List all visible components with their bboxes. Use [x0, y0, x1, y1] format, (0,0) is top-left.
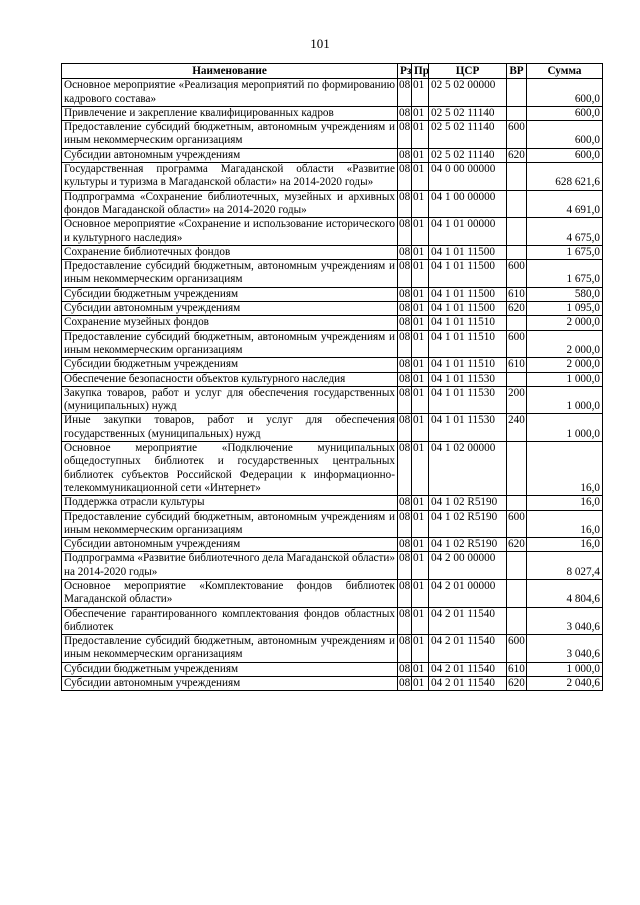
row-pr-cell: 01 [412, 635, 429, 663]
row-name-cell: Субсидии автономным учреждениям [62, 538, 398, 552]
row-rz-cell: 08 [399, 148, 411, 161]
table-row [62, 579, 603, 607]
row-csr-cell: 02 5 02 11140 [429, 106, 507, 120]
row-sum-cell: 3 040,6 [527, 607, 603, 635]
row-rz-cell: 08 [399, 358, 411, 371]
row-csr-cell: 04 1 02 R5190 [429, 510, 507, 538]
row-vr-cell [507, 163, 527, 191]
row-csr-cell: 04 1 02 R5190 [429, 538, 507, 552]
row-csr-cell: 04 1 01 11500 [429, 302, 507, 316]
row-csr-cell: 04 1 01 11500 [429, 287, 507, 301]
row-name-cell: Субсидии бюджетным учреждениям [62, 358, 398, 372]
table-row [62, 148, 603, 162]
row-sum-cell: 600,0 [527, 79, 603, 107]
row-name-cell: Обеспечение безопасности объектов культурного наследия [62, 372, 398, 386]
row-pr-cell: 01 [412, 218, 429, 246]
row-pr-cell: 01 [412, 538, 429, 552]
row-name-cell: Субсидии автономным учреждениям [62, 302, 398, 316]
row-rz-cell: 08 [398, 79, 412, 107]
row-name-cell: Субсидии автономным учреждениям [62, 677, 398, 691]
row-pr-cell: 01 [412, 163, 429, 191]
row-sum-cell: 600,0 [527, 106, 603, 120]
row-pr-cell: 01 [412, 607, 429, 635]
row-name-cell: Сохранение библиотечных фондов [62, 245, 398, 259]
row-vr-cell: 600 [507, 635, 527, 663]
table-row [62, 607, 603, 635]
row-csr-cell: 04 1 02 00000 [429, 442, 507, 496]
row-vr-cell [507, 579, 527, 607]
row-sum-cell: 1 000,0 [527, 414, 603, 442]
row-pr-cell: 01 [412, 442, 429, 496]
row-csr-cell: 04 1 01 11500 [429, 245, 507, 259]
row-sum-cell: 628 621,6 [527, 163, 603, 191]
row-sum-cell: 1 675,0 [527, 260, 603, 288]
row-name-cell: Закупка товаров, работ и услуг для обеспечения государственных (муниципальных) нужд [62, 386, 398, 414]
row-vr-cell: 610 [508, 358, 525, 371]
row-csr-cell: 04 1 01 00000 [429, 218, 507, 246]
row-name-cell: Обеспечение гарантированного комплектования фондов областных библиотек [62, 607, 398, 635]
row-rz-cell: 08 [399, 496, 411, 509]
row-rz-cell: 08 [398, 510, 412, 538]
row-vr-cell [507, 245, 527, 259]
row-name-cell: Предоставление субсидий бюджетным, автономным учреждениям и иным некоммерческим организациям [62, 260, 398, 288]
row-name-cell: Подпрограмма «Развитие библиотечного дела Магаданской области» на 2014-2020 годы» [62, 552, 398, 580]
row-csr-cell: 04 0 00 00000 [429, 163, 507, 191]
row-rz-cell: 08 [399, 372, 411, 385]
row-name-cell: Государственная программа Магаданской области «Развитие культуры и туризма в Магаданской области» на 2014-2020 годы» [62, 163, 398, 191]
row-rz-cell: 08 [399, 316, 411, 329]
row-name-cell: Основное мероприятие «Сохранение и использование исторического и культурного наследия» [62, 218, 398, 246]
row-rz-cell: 08 [398, 414, 412, 442]
row-pr-cell: 01 [412, 245, 429, 259]
row-csr-cell: 02 5 02 11140 [429, 121, 507, 149]
row-name-cell: Иные закупки товаров, работ и услуг для обеспечения государственных (муниципальных) нужд [62, 414, 398, 442]
row-name-cell: Основное мероприятие «Реализация мероприятий по формированию кадрового состава» [62, 79, 398, 107]
row-name-cell: Предоставление субсидий бюджетным, автономным учреждениям и иным некоммерческим организациям [62, 510, 398, 538]
row-pr-cell: 01 [412, 372, 429, 386]
row-vr-cell [507, 442, 527, 496]
row-csr-cell: 04 2 01 11540 [429, 607, 507, 635]
row-pr-cell: 01 [412, 496, 429, 510]
header-csr: ЦСР [429, 64, 507, 79]
row-vr-cell: 620 [508, 677, 525, 690]
row-pr-cell: 01 [412, 386, 429, 414]
row-name-cell: Подпрограмма «Сохранение библиотечных, музейных и архивных фондов Магаданской области» на 2014-2020 годы» [62, 190, 398, 218]
header-vr: ВР [507, 64, 527, 79]
row-vr-cell [507, 79, 527, 107]
row-sum-cell: 1 675,0 [527, 245, 603, 259]
row-vr-cell: 600 [507, 260, 527, 288]
table-row [62, 538, 603, 552]
row-vr-cell: 600 [507, 510, 527, 538]
table-row [62, 218, 603, 246]
row-vr-cell [507, 372, 527, 386]
row-sum-cell: 16,0 [527, 442, 603, 496]
row-pr-cell: 01 [412, 552, 429, 580]
row-rz-cell: 08 [399, 538, 411, 551]
row-vr-cell: 600 [507, 330, 527, 358]
row-pr-cell: 01 [412, 190, 429, 218]
row-rz-cell: 08 [398, 442, 412, 496]
row-vr-cell [507, 106, 527, 120]
table-row [62, 245, 603, 259]
row-rz-cell: 08 [398, 260, 412, 288]
row-rz-cell: 08 [399, 287, 411, 300]
table-row [62, 260, 603, 288]
row-name-cell: Привлечение и закрепление квалифицированных кадров [62, 106, 398, 120]
row-csr-cell: 04 2 01 11540 [429, 662, 507, 676]
table-row [62, 372, 603, 386]
row-name-cell: Субсидии автономным учреждениям [62, 148, 398, 162]
table-row [62, 121, 603, 149]
row-vr-cell: 620 [508, 148, 525, 161]
row-rz-cell: 08 [398, 330, 412, 358]
row-csr-cell: 04 1 01 11530 [429, 414, 507, 442]
row-name-cell: Субсидии бюджетным учреждениям [62, 662, 398, 676]
row-rz-cell: 08 [398, 635, 412, 663]
row-csr-cell: 04 2 01 00000 [429, 579, 507, 607]
row-vr-cell [507, 316, 527, 330]
table-header-row [62, 64, 603, 79]
row-rz-cell: 08 [398, 579, 412, 607]
row-sum-cell: 4 675,0 [527, 218, 603, 246]
row-name-cell: Поддержка отрасли культуры [62, 496, 398, 510]
row-csr-cell: 04 1 01 11530 [429, 386, 507, 414]
row-rz-cell: 08 [399, 245, 411, 258]
row-name-cell: Сохранение музейных фондов [62, 316, 398, 330]
row-rz-cell: 08 [398, 163, 412, 191]
row-rz-cell: 08 [398, 552, 412, 580]
row-sum-cell: 4 691,0 [527, 190, 603, 218]
row-pr-cell: 01 [412, 330, 429, 358]
row-csr-cell: 04 2 01 11540 [429, 677, 507, 691]
row-pr-cell: 01 [412, 79, 429, 107]
row-sum-cell: 1 000,0 [527, 372, 603, 386]
row-vr-cell [507, 190, 527, 218]
table-row [62, 496, 603, 510]
table-row [62, 442, 603, 496]
row-vr-cell [507, 607, 527, 635]
row-sum-cell: 16,0 [527, 496, 603, 510]
row-rz-cell: 08 [399, 106, 411, 119]
row-csr-cell: 04 1 01 11510 [429, 316, 507, 330]
row-csr-cell: 04 2 00 00000 [429, 552, 507, 580]
row-vr-cell: 620 [508, 538, 525, 551]
row-sum-cell: 2 000,0 [527, 358, 603, 372]
header-rz: Рз [398, 64, 412, 79]
row-sum-cell: 2 000,0 [527, 330, 603, 358]
row-sum-cell: 1 095,0 [527, 302, 603, 316]
row-pr-cell: 01 [412, 302, 429, 316]
row-pr-cell: 01 [412, 579, 429, 607]
row-sum-cell: 4 804,6 [527, 579, 603, 607]
row-rz-cell: 08 [399, 662, 411, 675]
row-sum-cell: 16,0 [527, 510, 603, 538]
table-row [62, 386, 603, 414]
table-row [62, 552, 603, 580]
table-row [62, 330, 603, 358]
row-rz-cell: 08 [399, 302, 411, 315]
row-csr-cell: 02 5 02 00000 [429, 79, 507, 107]
row-csr-cell: 04 1 01 11530 [429, 372, 507, 386]
row-rz-cell: 08 [398, 386, 412, 414]
row-rz-cell: 08 [398, 607, 412, 635]
row-pr-cell: 01 [412, 510, 429, 538]
row-csr-cell: 04 1 00 00000 [429, 190, 507, 218]
row-sum-cell: 3 040,6 [527, 635, 603, 663]
header-sum: Сумма [527, 64, 603, 79]
table-row [62, 106, 603, 120]
table-row [62, 662, 603, 676]
row-vr-cell [507, 496, 527, 510]
row-sum-cell: 1 000,0 [527, 386, 603, 414]
table-row [62, 190, 603, 218]
page-number: 101 [310, 36, 330, 51]
row-sum-cell: 600,0 [527, 148, 603, 162]
row-pr-cell: 01 [412, 287, 429, 301]
table-row [62, 302, 603, 316]
row-name-cell: Предоставление субсидий бюджетным, автономным учреждениям и иным некоммерческим организациям [62, 121, 398, 149]
table-row [62, 163, 603, 191]
row-vr-cell: 620 [508, 302, 525, 315]
budget-table [61, 63, 603, 691]
table-row [62, 677, 603, 691]
row-csr-cell: 04 1 01 11500 [429, 260, 507, 288]
row-vr-cell: 610 [508, 287, 525, 300]
row-pr-cell: 01 [412, 414, 429, 442]
header-pr: Пр [412, 64, 429, 79]
row-name-cell: Предоставление субсидий бюджетным, автономным учреждениям и иным некоммерческим организациям [62, 635, 398, 663]
row-vr-cell: 600 [507, 121, 527, 149]
row-sum-cell: 600,0 [527, 121, 603, 149]
table-row [62, 79, 603, 107]
row-sum-cell: 580,0 [527, 287, 603, 301]
row-pr-cell: 01 [412, 358, 429, 372]
row-name-cell: Субсидии бюджетным учреждениям [62, 287, 398, 301]
table-row [62, 510, 603, 538]
row-rz-cell: 08 [399, 677, 411, 690]
row-vr-cell [507, 218, 527, 246]
table-row [62, 414, 603, 442]
row-vr-cell [507, 552, 527, 580]
row-pr-cell: 01 [412, 121, 429, 149]
row-sum-cell: 2 040,6 [527, 677, 603, 691]
row-name-cell: Основное мероприятие «Подключение муниципальных общедоступных библиотек и государственных центральных библиотек субъектов Российской Федерации к информационно-телекоммуникационной сети «Интернет» [62, 442, 398, 496]
row-sum-cell: 8 027,4 [527, 552, 603, 580]
row-pr-cell: 01 [412, 260, 429, 288]
row-pr-cell: 01 [412, 316, 429, 330]
row-name-cell: Основное мероприятие «Комплектование фондов библиотек Магаданской области» [62, 579, 398, 607]
table-row [62, 316, 603, 330]
row-csr-cell: 04 1 01 11510 [429, 330, 507, 358]
header-name: Наименование [62, 64, 398, 79]
row-rz-cell: 08 [398, 121, 412, 149]
row-vr-cell: 200 [507, 386, 527, 414]
table-row [62, 358, 603, 372]
row-pr-cell: 01 [412, 148, 429, 162]
row-vr-cell: 610 [508, 662, 525, 675]
row-sum-cell: 1 000,0 [527, 662, 603, 676]
row-pr-cell: 01 [412, 106, 429, 120]
row-pr-cell: 01 [412, 677, 429, 691]
row-rz-cell: 08 [398, 190, 412, 218]
row-csr-cell: 04 2 01 11540 [429, 635, 507, 663]
row-pr-cell: 01 [412, 662, 429, 676]
row-rz-cell: 08 [398, 218, 412, 246]
table-row [62, 635, 603, 663]
row-sum-cell: 16,0 [527, 538, 603, 552]
row-csr-cell: 04 1 02 R5190 [429, 496, 507, 510]
row-name-cell: Предоставление субсидий бюджетным, автономным учреждениям и иным некоммерческим организациям [62, 330, 398, 358]
row-csr-cell: 04 1 01 11510 [429, 358, 507, 372]
table-row [62, 287, 603, 301]
row-csr-cell: 02 5 02 11140 [429, 148, 507, 162]
row-vr-cell: 240 [507, 414, 527, 442]
row-sum-cell: 2 000,0 [527, 316, 603, 330]
